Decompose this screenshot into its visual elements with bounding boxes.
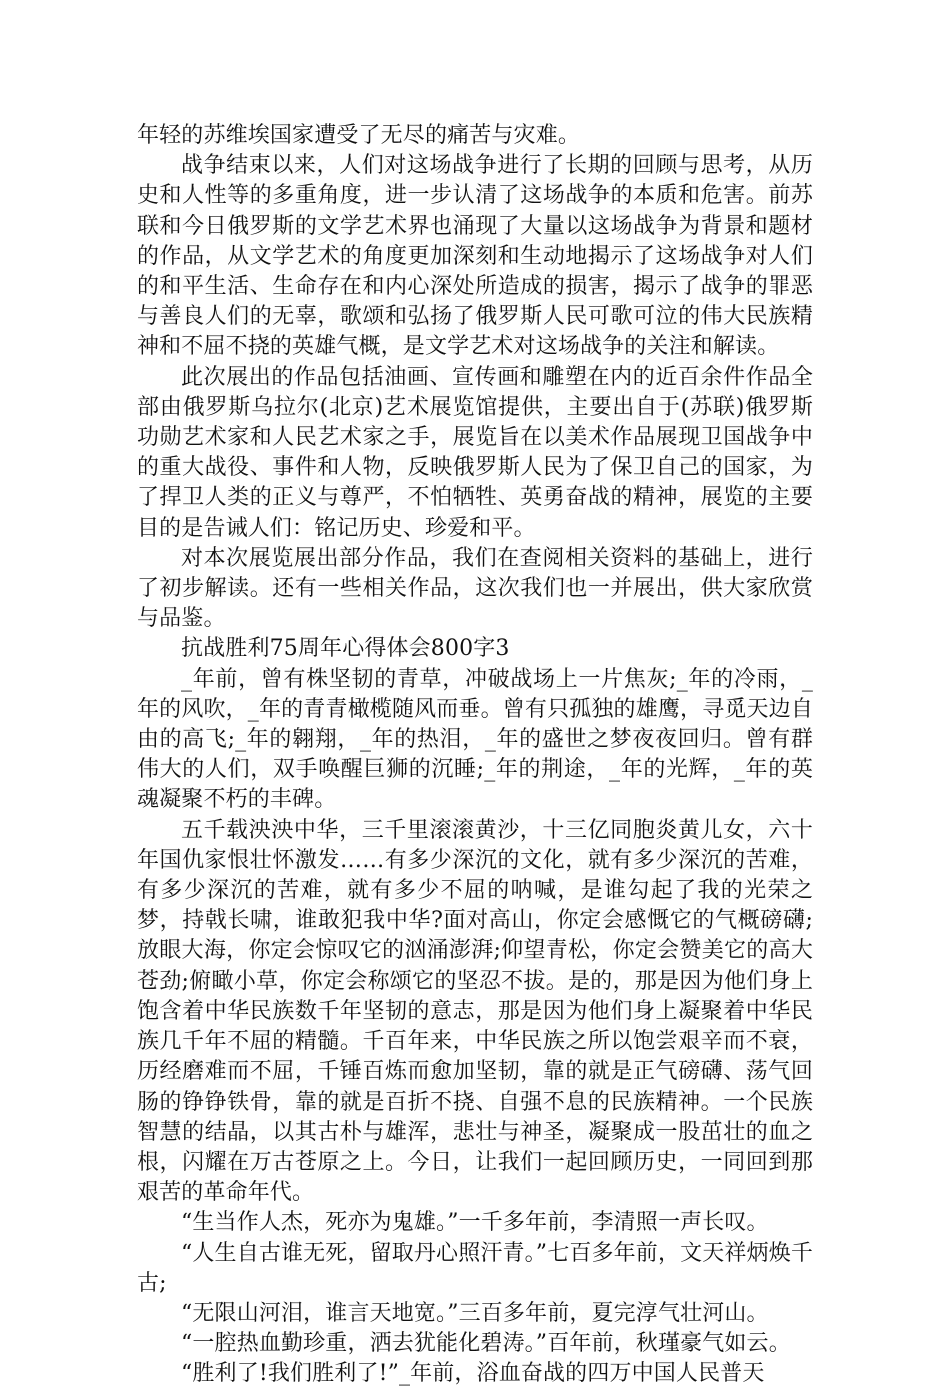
document-body	[137, 121, 813, 1390]
quote-line-2: “人生自古谁无死，留取丹心照汗青。”七百多年前，文天祥炳焕千古;	[137, 1240, 813, 1296]
quote-line-3: “无限山河泪，谁言天地宽。”三百多年前，夏完淳气壮河山。	[181, 1300, 769, 1326]
paragraph-1: 年轻的苏维埃国家遭受了无尽的痛苦与灾难。	[137, 123, 581, 148]
quote-line-5: “胜利了!我们胜利了!”_年前，浴血奋战的四万中国人民普天	[181, 1361, 765, 1387]
quote-line-4: “一腔热血勤珍重，洒去犹能化碧涛。”百年前，秋瑾豪气如云。	[181, 1331, 791, 1357]
paragraph-2: 战争结束以来，人们对这场战争进行了长期的回顾与思考，从历史和人性等的多重角度，进一步认清了这场战争的本质和危害。前苏联和今日俄罗斯的文学艺术界也涌现了大量以这场战争为背景和题材的作品，从文学艺术的角度更加深刻和生动地揭示了这场战争对人们的和平生活、生命存在和内心深处所造成的损害，揭示了战争的罪恶与善良人们的无辜，歌颂和弘扬了俄罗斯人民可歌可泣的伟大民族精神和不屈不挠的英雄气概，是文学艺术对这场战争的关注和解读。	[137, 153, 813, 360]
paragraph-3: 此次展出的作品包括油画、宣传画和雕塑在内的近百余件作品全部由俄罗斯乌拉尔(北京)艺术展览馆提供，主要出自于(苏联)俄罗斯功勋艺术家和人民艺术家之手，展览旨在以美术作品展现卫国战争中的重大战役、事件和人物，反映俄罗斯人民为了保卫自己的国家，为了捍卫人类的正义与尊严，不怕牺牲、英勇奋战的精神，展览的主要目的是告诫人们：铭记历史、珍爱和平。	[137, 364, 813, 541]
paragraph-4: 对本次展览展出部分作品，我们在查阅相关资料的基础上，进行了初步解读。还有一些相关作品，这次我们也一并展出，供大家欣赏与品鉴。	[137, 545, 813, 632]
paragraph-5: _年前，曾有株坚韧的青草，冲破战场上一片焦灰;_年的冷雨，_年的风吹，_年的青青橄榄随风而垂。曾有只孤独的雄鹰，寻觅天边自由的高飞;_年的翱翔，_年的热泪，_年的盛世之梦夜夜回归。曾有群伟大的人们，双手唤醒巨狮的沉睡;_年的荆途，_年的光辉，_年的英魂凝聚不朽的丰碑。	[137, 666, 813, 813]
paragraph-6: 五千载泱泱中华，三千里滚滚黄沙，十三亿同胞炎黄儿女，六十年国仇家恨壮怀激发……有多少深沉的文化，就有多少深沉的苦难，有多少深沉的苦难，就有多少不屈的呐喊，是谁勾起了我的光荣之梦，持戟长啸，谁敢犯我中华?面对高山，你定会感慨它的气概磅礴;放眼大海，你定会惊叹它的汹涌澎湃;仰望青松，你定会赞美它的高大苍劲;俯瞰小草，你定会称颂它的坚忍不拔。是的，那是因为他们身上饱含着中华民族数千年坚韧的意志，那是因为他们身上凝聚着中华民族几千年不屈的精髓。千百年来，中华民族之所以饱尝艰辛而不衰，历经磨难而不屈，千锤百炼而愈加坚韧，靠的就是正气磅礴、荡气回肠的铮铮铁骨，靠的就是百折不挠、自强不息的民族精神。一个民族智慧的结晶，以其古朴与雄浑，悲壮与神圣，凝聚成一股茁壮的血之根，闪耀在万古苍原之上。今日，让我们一起回顾历史，一同回到那艰苦的革命年代。	[137, 817, 813, 1206]
quote-line-1: “生当作人杰，死亦为鬼雄。”一千多年前，李清照一声长叹。	[181, 1210, 769, 1236]
section-heading: 抗战胜利75周年心得体会800字3	[181, 636, 510, 662]
